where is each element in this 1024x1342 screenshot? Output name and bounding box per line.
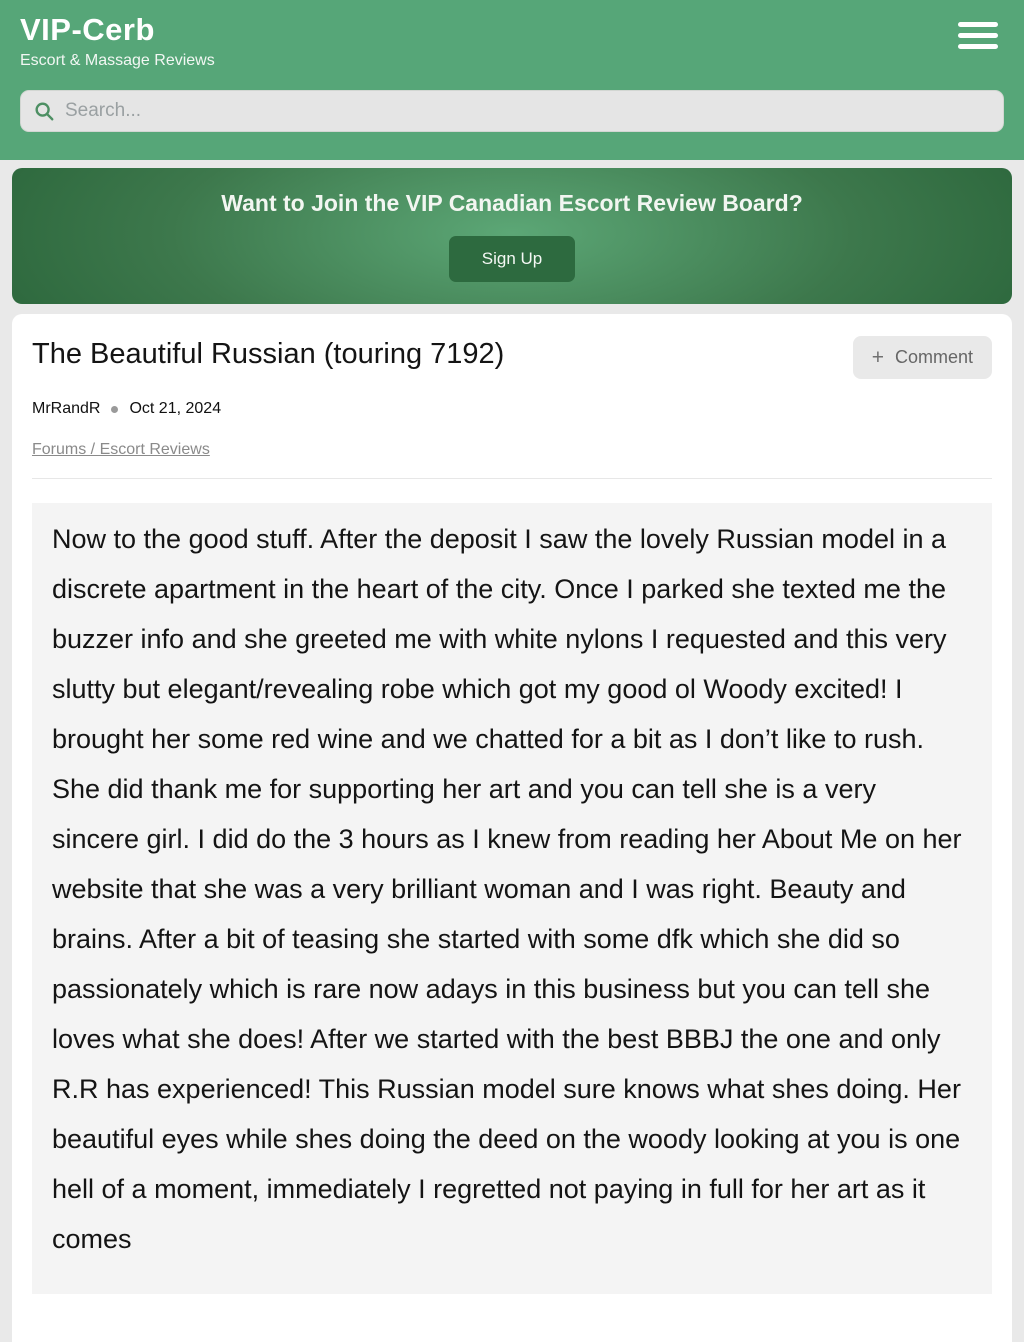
comment-button[interactable] [853, 336, 992, 379]
search-input[interactable] [65, 100, 991, 122]
post-header [32, 336, 992, 379]
post-meta [32, 400, 992, 418]
comment-button-label: Comment [894, 347, 973, 367]
post-title: The Beautiful Russian (touring 7192) [32, 338, 505, 370]
post-date: Oct 21, 2024 [129, 400, 222, 417]
logo-block [20, 12, 215, 71]
meta-separator-dot [111, 406, 118, 413]
breadcrumb-link[interactable]: Forums / Escort Reviews [32, 441, 210, 458]
signup-button[interactable]: Sign Up [449, 236, 575, 282]
breadcrumb [32, 441, 992, 459]
post-body-text: Now to the good stuff. After the deposit I saw the lovely Russian model in a discrete apartment in the heart of the city. Once I parked she texted me the buzzer info and she greeted me with white nylons I requested and this very slutty but elegant/revealing robe which got my good ol Woody excited! I brought her some red wine and we chatted for a bit as I don’t like to rush. She did thank me for supporting her art and you can tell she is a very sincere girl. I did do the 3 hours as I knew from reading her About Me on her website that she was a very brilliant woman and I was right. Beauty and brains. After a bit of teasing she started with some dfk which she did so passionately which is rare now adays in this business but you can tell she loves what she does! After we started with the best BBBJ the one and only R.R has experienced! This Russian model sure knows what shes doing. Her beautiful eyes while shes doing the deed on the woody looking at you is one hell of a moment, immediately I regretted not paying in full for her art as it comes [32, 503, 992, 1294]
menu-icon-bar [958, 33, 998, 38]
post-card [12, 314, 1012, 1342]
site-tagline: Escort & Massage Reviews [20, 52, 215, 69]
search-bar [20, 90, 1004, 132]
author-name: MrRandR [32, 400, 101, 417]
signup-banner [12, 168, 1012, 304]
plus-icon: + [871, 345, 884, 369]
search-icon [33, 100, 55, 122]
menu-icon-bar [958, 22, 998, 27]
divider [32, 478, 992, 479]
banner-title: Want to Join the VIP Canadian Escort Review Board? [221, 190, 803, 216]
header-top [20, 12, 1004, 71]
site-header [0, 0, 1024, 160]
site-logo: VIP-Cerb [20, 12, 155, 47]
menu-icon[interactable] [958, 22, 998, 49]
menu-icon-bar [958, 44, 998, 49]
